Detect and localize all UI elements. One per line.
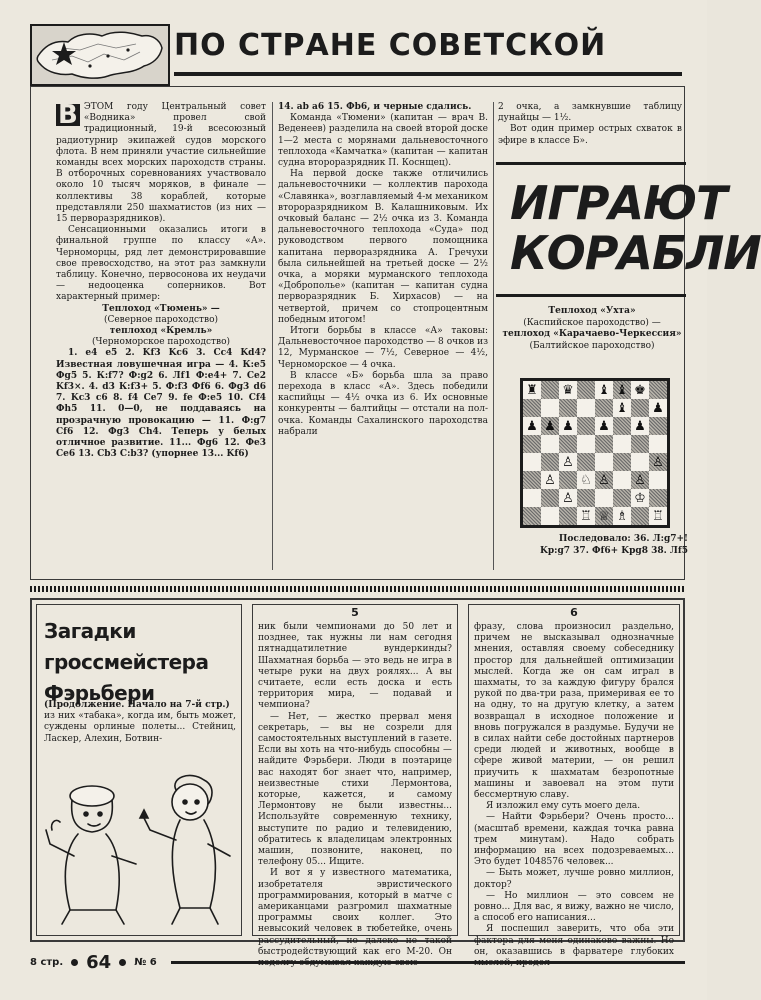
story-paragraph: — Найти Фэрьбери? Очень просто... (масштаб времени, каждая точка равна трем минутам). Надо собрать информацию на всех подозреваемых... Это будет 1048576 человек... [474, 812, 674, 868]
board-square [595, 489, 613, 507]
article-paragraph: В классе «Б» борьба шла за право перехода в класс «А». Здесь победили каспийцы — 4½ очка из 6. Их основные конкуренты — балтийцы — отстали на пол-очка. Команды Сахалинского пароходства набрали [278, 370, 488, 437]
story-title: Загадки гроссмейстера Фэрьбери [44, 619, 209, 705]
chess-piece: ♙ [631, 471, 649, 489]
chess-piece: ♙ [544, 472, 556, 488]
game-black-org: (Черноморское пароходство) [91, 337, 231, 348]
article-paragraph: Команда «Тюмени» (капитан — врач В. Веденеев) разделила на своей второй доске 1—2 места с морянами дальневосточного теплохода «Камчатка» (капитан — капитан судна второразрядник П. Коснщец). [278, 113, 488, 169]
page-footer [30, 950, 685, 974]
board-square [577, 489, 595, 507]
board-square [631, 453, 649, 471]
chess-piece: ♟ [526, 418, 538, 434]
board-square [649, 417, 667, 435]
chess-piece: ♛ [562, 382, 574, 398]
board-square [541, 507, 559, 525]
column-rule [493, 102, 494, 570]
chess-piece: ♖ [580, 508, 592, 524]
chess-piece: ♔ [634, 490, 646, 506]
header-rule [174, 72, 682, 76]
board-square [595, 435, 613, 453]
board-square [631, 399, 649, 417]
issue-number: № 6 [134, 956, 157, 968]
board-square [523, 453, 541, 471]
story-column-3 [474, 622, 674, 957]
article-paragraph: 2 очка, а замкнувшие таблицу дунайцы — 1½. [498, 102, 682, 124]
story-intro: (Продолжение. Начало на 7-й стр.) [44, 700, 230, 710]
board-square [631, 435, 649, 453]
feature-title-line-1: ИГРАЮТ [510, 176, 727, 230]
drop-cap: В [58, 100, 78, 130]
board-square [613, 435, 631, 453]
column-number: 5 [351, 606, 359, 619]
game-black-team: теплоход «Кремль» [109, 326, 213, 337]
board-square [613, 489, 631, 507]
chess-piece: ♕ [595, 507, 613, 525]
chess-piece: ♙ [562, 490, 574, 506]
article-paragraph: Сенсационными оказались итоги в финальной группе по классу «А». Черноморцы, ряд лет демонстрировавшие свое превосходство, на этот раз замкнули таблицу. Конечно, первосонова их неудачи — недооценка соперников. Вот характерный пример: [56, 225, 266, 303]
bullet-icon [71, 959, 78, 966]
game-white-team: Теплоход «Ухта» [548, 306, 636, 316]
board-square [631, 507, 649, 525]
cartoon-illustration [40, 760, 240, 930]
board-square [541, 381, 559, 399]
chess-piece: ♟ [634, 418, 646, 434]
board-square [649, 381, 667, 399]
map-icon [32, 26, 168, 84]
board-square [649, 471, 667, 489]
game-moves: 1. e4 e5 2. Kf3 Kc6 3. Cc4 Kd4? Известная ловушечная игра — 4. К:e5 Фg5 5. К:f7? Ф:g2 6. Лf1 Ф:e4+ 7. Ce2 Kf3×. 4. d3 К:f3+ 5. Ф:f3 Фf6 6. Фg3 d6 7. Kc3 c6 8. f4 Ce7 9. fe Ф:e5 10. Cf4 Фh5 11. 0—0, не поддаваясь на прозрачную провокацию — 11. Ф:g7 Cf6 12. Фg3 Ch4. Теперь у белых отличное развитие. 11... Фg6 12. Фe3 Ce6 13. Cb3 C:b3? (упорнее 13... Kf6) [56, 348, 266, 460]
board-square [595, 399, 613, 417]
section-divider [30, 586, 685, 592]
story-paragraph: Я изложил ему суть моего дела. [486, 801, 641, 812]
chess-piece: ♟ [652, 400, 664, 416]
game-white-team: Теплоход «Тюмень» — [102, 303, 220, 314]
bullet-icon [119, 959, 126, 966]
board-square [559, 507, 577, 525]
article-paragraph: Итоги борьбы в классе «А» таковы: Дальневосточное пароходство — 8 очков из 12, Мурманское — 7½, Северное — 4½, Черноморское — 4 очка. [278, 326, 488, 370]
chess-piece: ♙ [649, 453, 667, 471]
board-square [577, 417, 595, 435]
story-paragraph: — Нет, — жестко прервал меня секретарь, — вы не созрели для самостоятельных выступлений в газете. Если вы хоть на что-нибудь способны — найдите Фэрьбери. Люди в поэтарице вас находят бог знает что, например, неизвестные стихи Лермонтова, которые, кажется, и самому Лермонтову не были известны... Используйте современную технику, выступите по радио и телевидению, обратитесь к владелицам электронных машин, позвоните, наконец, по телефону 05... Ищите. [258, 711, 452, 868]
story-paragraph: ник были чемпионами до 50 лет и позднее, так нужны ли нам сегодня пятнадцатилетние вундеркинды? Шахматная борьба — это ведь не игра в четыре руки на двух роялях... А вы считаете, если есть доска и есть территория мира, — подавай и чемпиона? [258, 622, 452, 711]
game-white-org: (Каспийское пароходство) — [523, 317, 661, 328]
game-continuation-line-2: Kp:g7 37. Фf6+ Kpg8 38. Лf5 [540, 545, 688, 556]
article-column-2 [278, 102, 488, 570]
column-rule [272, 102, 273, 570]
chess-piece: ♟ [541, 417, 559, 435]
chess-piece: ♙ [595, 471, 613, 489]
board-square [613, 471, 631, 489]
game-moves-end: 14. ab a6 15. Фb6, и черные сдались. [278, 102, 472, 112]
chess-piece: ♝ [598, 382, 610, 398]
chess-piece: ♘ [580, 472, 592, 488]
chess-piece: ♙ [562, 454, 574, 470]
board-square [559, 399, 577, 417]
column-number: 6 [570, 606, 578, 619]
page-number: 8 стр. [30, 956, 64, 968]
board-square [577, 453, 595, 471]
story-paragraph: — Но миллион — это совсем не ровно... Для вас, я вижу, важно не число, а способ его написания... [474, 890, 674, 924]
feature-rule-bottom [496, 294, 686, 297]
board-square [523, 435, 541, 453]
board-square [613, 417, 631, 435]
story-paragraph: фразу, слова произносил раздельно, причем не высказывал однозначные мнения, оставляя своему собеседнику простор для дальнейшей оптимизации мыслей. Когда же он сам играл в шахматы, то за каждую фигуру брался рукой по два-три раза, примеривая ее то на одну, то на другую клетку, а затем возвращал в исходное положение и вновь погружался в раздумье. Будучи не в силах найти себе достойных партнеров среди людей и животных, вообще в сфере живой материи, — он решил приучить к шахматам безропотные машины и завоевал на этом пути бессмертную славу. [474, 622, 674, 801]
story-column-2 [258, 622, 452, 957]
board-square [541, 453, 559, 471]
board-square [577, 381, 595, 399]
board-square [523, 471, 541, 489]
game-continuation [498, 534, 688, 557]
board-square [577, 435, 595, 453]
chess-piece: ♗ [616, 508, 628, 524]
board-square [541, 399, 559, 417]
article-column-3 [498, 102, 682, 158]
board-square [577, 399, 595, 417]
game-heading [498, 306, 686, 352]
game-white-org: (Северное пароходство) [103, 314, 219, 325]
game-black-team: теплоход «Карачаево-Черкессия» [502, 329, 682, 339]
chess-piece: ♚ [634, 382, 646, 398]
board-square [523, 489, 541, 507]
story-paragraph: — Быть может, лучше ровно миллион, доктор? [474, 868, 674, 890]
board-square [613, 453, 631, 471]
board-square [595, 453, 613, 471]
chess-piece: ♝ [613, 381, 631, 399]
chess-piece: ♟ [562, 418, 574, 434]
board-square [559, 435, 577, 453]
chess-piece: ♟ [598, 418, 610, 434]
game-continuation-line-1: Последовало: 36. Л:g7+! [558, 534, 688, 544]
article-paragraph: ЭТОМ году Центральный совет «Водника» провел свой традиционный, 19-й всесоюзный радиотурнир экипажей судов морского флота. В нем приняли участие сильнейшие команды всех морских пароходств страны. В отборочных соревнованиях участвовало около 10 тысяч моряков, в финале — коллективы 38 кораблей, которые представляли 250 шахматистов (из них — 15 перворазрядников). [56, 102, 266, 225]
story-paragraph: Я поспешил заверить, что оба эти фактора для меня одинаково важны. Но он, оказавшись в фарватере глубоких [474, 924, 674, 957]
footer-rule [171, 961, 685, 964]
story-paragraph: из них «табака», когда им, быть может, суждены орлиные полеты... Стейниц, Ласкер, Алехин, Ботвин- [44, 711, 236, 744]
chess-piece: ♝ [616, 400, 628, 416]
article-paragraph: Вот один пример острых схваток в эфире в классе Б». [498, 124, 682, 146]
magazine-logo: 64 [86, 951, 112, 973]
feature-title [510, 176, 761, 280]
board-square [541, 489, 559, 507]
section-header [30, 22, 685, 86]
board-square [559, 471, 577, 489]
feature-title-line-2: КОРАБЛИ [510, 226, 761, 280]
board-square [523, 399, 541, 417]
article-column-1 [56, 102, 266, 570]
board-square [649, 489, 667, 507]
ussr-map-emblem [30, 24, 170, 86]
board-square [541, 435, 559, 453]
chess-diagram [520, 378, 670, 528]
section-title: ПО СТРАНЕ СОВЕТСКОЙ [174, 28, 607, 63]
game-black-org: (Балтийское пароходство) [529, 340, 655, 351]
story-column-1 [44, 700, 236, 756]
board-square [523, 507, 541, 525]
chess-piece: ♜ [526, 382, 538, 398]
story-paragraph: И вот я у известного математика, изобретателя эвристического программирования, который в матче с американцами разгромил шахматные программы своих коллег. Это невысокий человек в тюбетейке, очень рассудительный, но далеко не такой быстродействующий как его М-20. Он [258, 868, 452, 957]
feature-rule-top [496, 162, 686, 165]
chess-piece: ♖ [652, 508, 664, 524]
article-paragraph: На первой доске также отличились дальневосточники — коллектив парохода «Славянка», возглавляемый 4-м механиком второразрядником В. Калашниковым. Их очковый баланс — 2½ очка из 3. Команда дальневосточного теплохода «Суда» под руководством первого помощника капитана перворазрядника А. Гречухи была сильнейшей на третьей доске — 2½ очка, а моряки мурманского теплохода «Доброполье» (капитан — капитан судна перворазрядник Б. Хирхасов) — на четвертой, причем со стопроцентным победным итогом! [278, 169, 488, 325]
board-square [649, 435, 667, 453]
